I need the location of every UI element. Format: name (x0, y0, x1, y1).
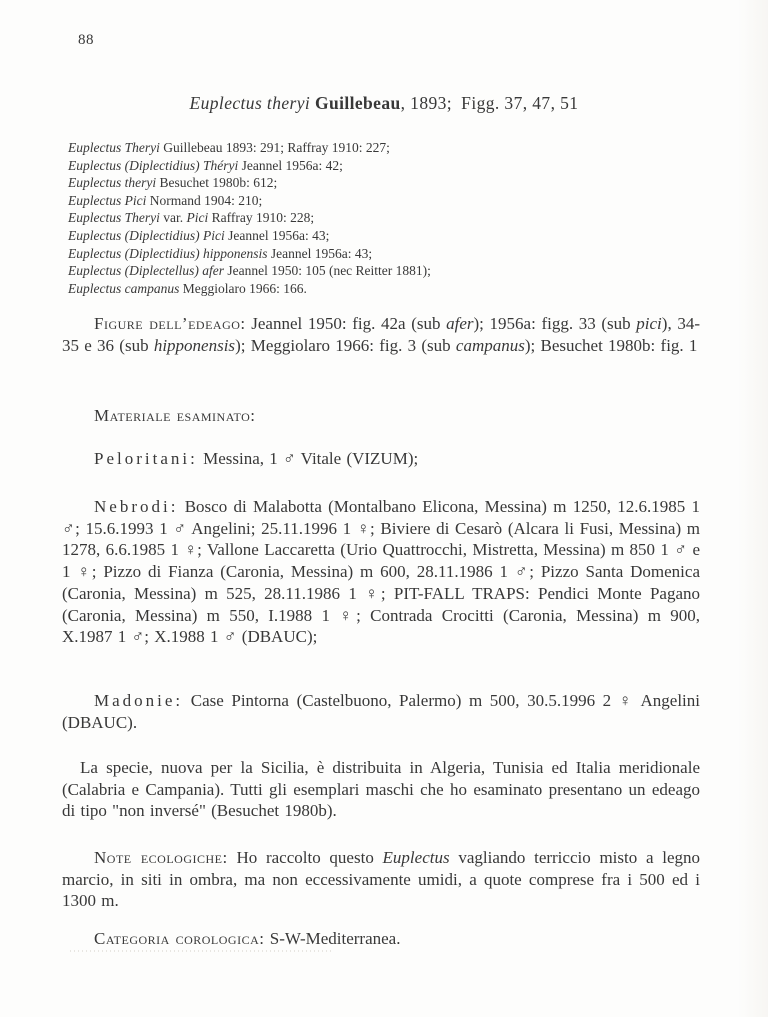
scan-artifact (70, 950, 332, 952)
paragraph-categoria-corologica: Categoria corologica: S-W-Mediterranea. (94, 929, 401, 948)
synonymy-entry: Euplectus (Diplectidius) Théryi Jeannel 1956a: 42; (68, 157, 343, 173)
synonymy-entry: Euplectus Theryi Guillebeau 1893: 291; Raffray 1910: 227; (68, 140, 390, 155)
synonymy-entry: Euplectus (Diplectidius) Pici Jeannel 1956a: 43; (68, 227, 330, 243)
paragraph-nebrodi: Nebrodi: Bosco di Malabotta (Montalbano Elicona, Messina) m 1250, 12.6.1985 1 ♂; 15.6.1993 1 ♂ Angelini; 25.11.1996 1 ♀; Biviere di Cesarò (Alcara li Fusi, Messina) m 1278, 6.6.1985 1 ♀; Vallone Laccaretta (Urio Quattrocchi, Mistretta, Messina) m 850 1 ♂ e 1 ♀; Pizzo di Fianza (Caronia, Messina) m 600, 28.11.1986 1 ♂; Pizzo Santa Domenica (Caronia, Messina) m 525, 28.11.1986 1 ♀; PIT-FALL TRAPS: Pendici Monte Pagano (Caronia, Messina) m 550, I.1988 1 ♀; Contrada Crocitti (Caronia, Messina) m 900, X.1987 1 ♂; X.1988 1 ♂ (DBAUC); (62, 497, 700, 647)
paragraph-distribution: La specie, nuova per la Sicilia, è distribuita in Algeria, Tunisia ed Italia meridionale (Calabria e Campania). Tutti gli esemplari maschi che ho esaminato presentano un edeago di tipo "non inversé" (Besuchet 1980b). (62, 758, 700, 821)
synonymy-entry: Euplectus Pici Normand 1904: 210; (68, 192, 263, 208)
synonymy-entry: Euplectus campanus Meggiolaro 1966: 166. (68, 280, 307, 296)
synonymy-entry: Euplectus Theryi var. Pici Raffray 1910: 228; (68, 210, 315, 226)
paragraph-madonie: Madonie: Case Pintorna (Castelbuono, Palermo) m 500, 30.5.1996 2 ♀ Angelini (DBAUC). (62, 691, 700, 732)
synonymy-list (68, 139, 704, 297)
paragraph-figures-edeago: Figure dell’edeago: Jeannel 1950: fig. 42a (sub afer); 1956a: figg. 33 (sub pici), 34-35 e 36 (sub hipponensis); Meggiolaro 1966: fig. 3 (sub campanus); Besuchet 1980b: fig. 1 (62, 314, 700, 355)
heading-materiale-esaminato: Materiale esaminato: (94, 406, 256, 425)
synonymy-entry: Euplectus theryi Besuchet 1980b: 612; (68, 175, 278, 191)
paragraph-note-ecologiche: Note ecologiche: Ho raccolto questo Euplectus vagliando terriccio misto a legno marcio, in siti in ombra, ma non eccessivamente umidi, a quote comprese fra i 500 ed i 1300 m. (62, 848, 701, 911)
page-number: 88 (78, 32, 94, 48)
species-heading: Euplectus theryi Guillebeau, 1893; Figg. 37, 47, 51 (189, 93, 579, 113)
synonymy-entry: Euplectus (Diplectidius) hipponensis Jeannel 1956a: 43; (68, 245, 373, 261)
paragraph-peloritani: Peloritani: Messina, 1 ♂ Vitale (VIZUM); (94, 449, 419, 468)
synonymy-entry: Euplectus (Diplectellus) afer Jeannel 1950: 105 (nec Reitter 1881); (68, 263, 431, 279)
